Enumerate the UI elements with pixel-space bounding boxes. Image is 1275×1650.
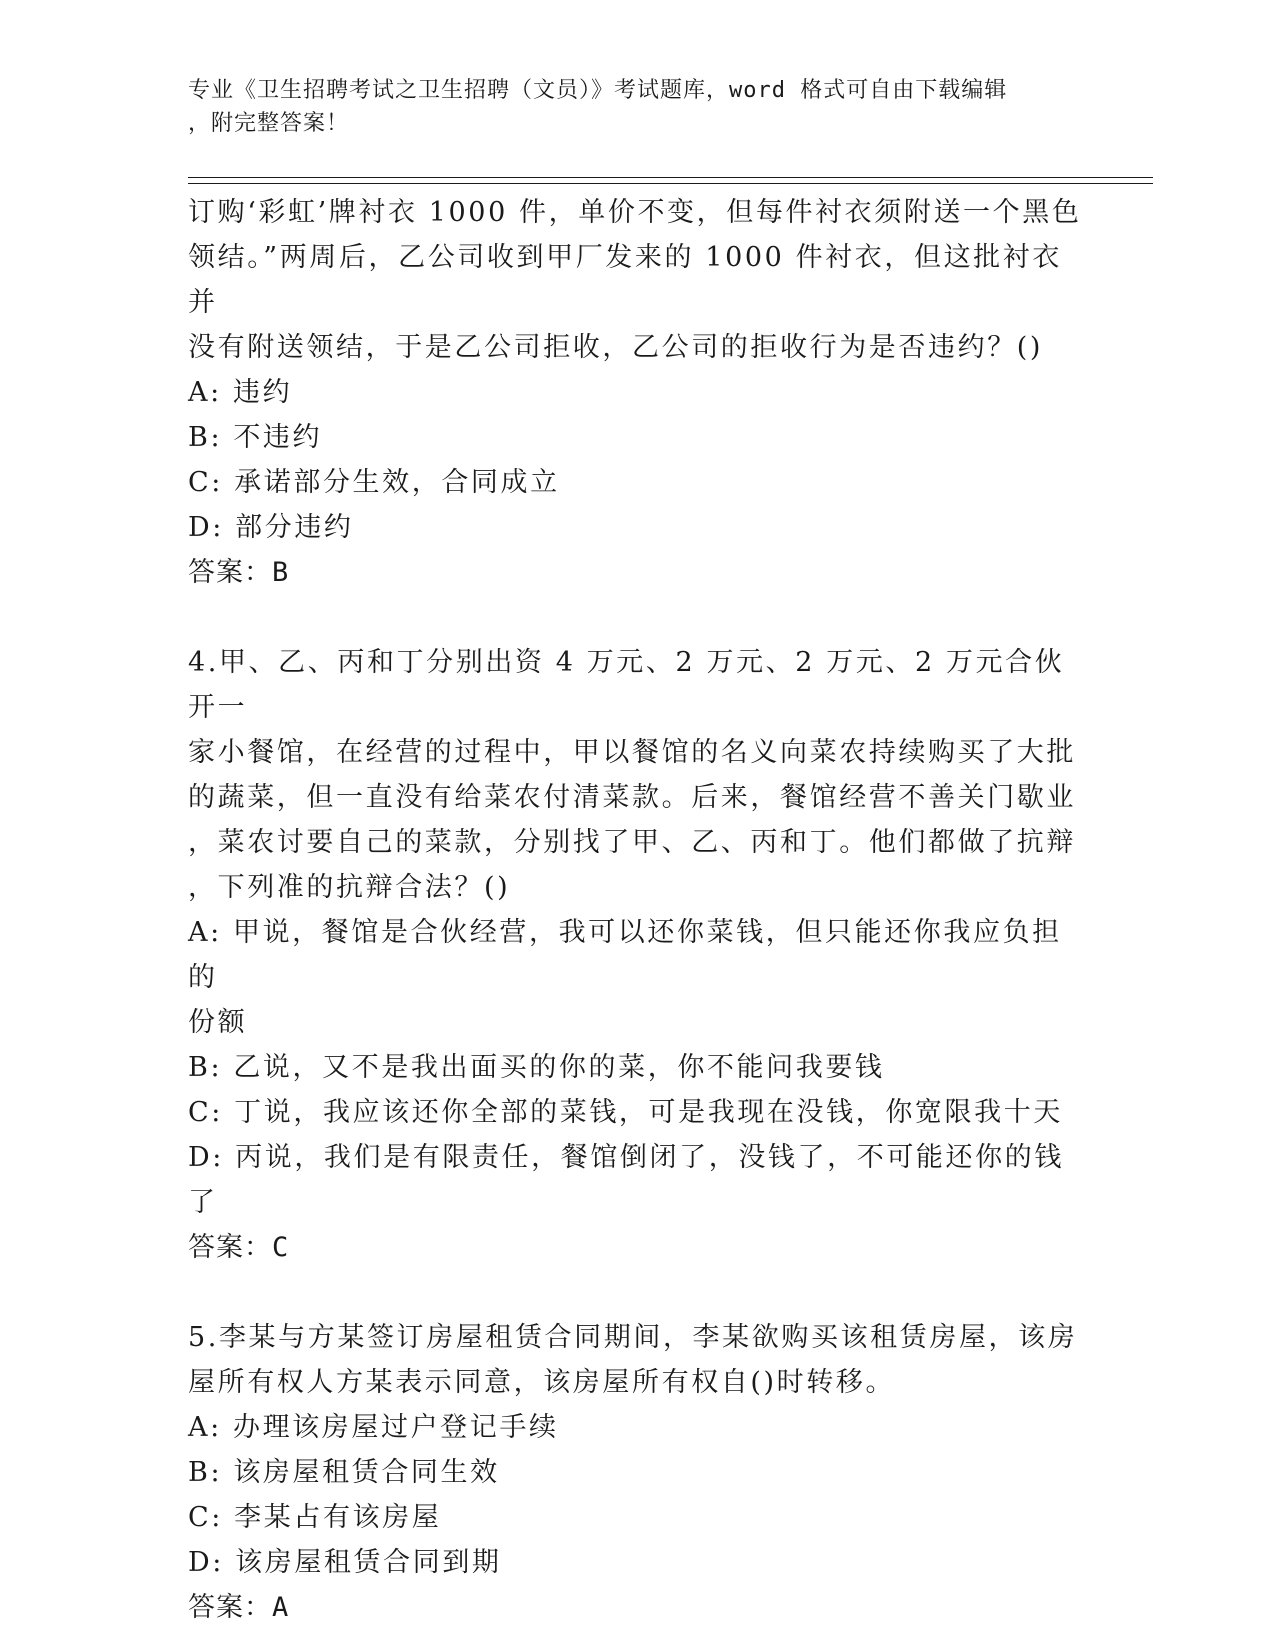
answer-line: 答案：A [188,1592,290,1623]
spacer [188,595,1088,640]
question-stem-line: 5.李某与方某签订房屋租赁合同期间，李某欲购买该租赁房屋，该房 [188,1322,1078,1353]
header-line-2: ，附完整答案！ [188,111,350,136]
header-line-1: 专业《卫生招聘考试之卫生招聘（文员）》考试题库，word 格式可自由下载编辑 [188,78,1008,103]
question-stem-line: 4.甲、乙、丙和丁分别出资 4 万元、2 万元、2 万元、2 万元合伙开一 [188,647,1065,723]
option-a: A: 甲说，餐馆是合伙经营，我可以还你菜钱，但只能还你我应负担的 [188,917,1062,993]
option-a: A: 违约 [188,377,293,408]
option-a-continued: 份额 [188,1007,248,1038]
question-4 [188,640,1088,1270]
option-c: C: 承诺部分生效，合同成立 [188,467,560,498]
question-stem-line: 家小餐馆，在经营的过程中，甲以餐馆的名义向菜农持续购买了大批 [188,737,1076,768]
question-stem-line: 订购‘彩虹’牌衬衣 1000 件，单价不变，但每件衬衣须附送一个黑色 [188,197,1082,228]
question-stem-line: ，下列准的抗辩合法？() [188,872,511,903]
question-content [188,190,1088,1630]
option-d: D: 该房屋租赁合同到期 [188,1547,502,1578]
option-d: D: 丙说，我们是有限责任，餐馆倒闭了，没钱了，不可能还你的钱了 [188,1142,1064,1218]
question-5 [188,1315,1088,1630]
option-c: C: 丁说，我应该还你全部的菜钱，可是我现在没钱，你宽限我十天 [188,1097,1063,1128]
option-b: B: 不违约 [188,422,323,453]
question-stem-line: 的蔬菜，但一直没有给菜农付清菜款。后来，餐馆经营不善关门歇业 [188,782,1076,813]
option-b: B: 乙说，又不是我出面买的你的菜，你不能问我要钱 [188,1052,885,1083]
spacer [188,1270,1088,1315]
answer-line: 答案：B [188,557,290,588]
header-divider-bottom [188,183,1153,184]
option-a: A: 办理该房屋过户登记手续 [188,1412,559,1443]
question-3 [188,190,1088,595]
question-stem-line: ，菜农讨要自己的菜款，分别找了甲、乙、丙和丁。他们都做了抗辩 [188,827,1076,858]
page-header [188,74,1088,140]
answer-line: 答案：C [188,1232,290,1263]
question-stem-line: 没有附送领结，于是乙公司拒收，乙公司的拒收行为是否违约？() [188,332,1044,363]
option-c: C: 李某占有该房屋 [188,1502,442,1533]
question-stem-line: 屋所有权人方某表示同意，该房屋所有权自()时转移。 [188,1367,896,1398]
header-divider-top [188,177,1153,178]
option-d: D: 部分违约 [188,512,354,543]
question-stem-line: 领结。”两周后，乙公司收到甲厂发来的 1000 件衬衣，但这批衬衣并 [188,242,1062,318]
option-b: B: 该房屋租赁合同生效 [188,1457,500,1488]
